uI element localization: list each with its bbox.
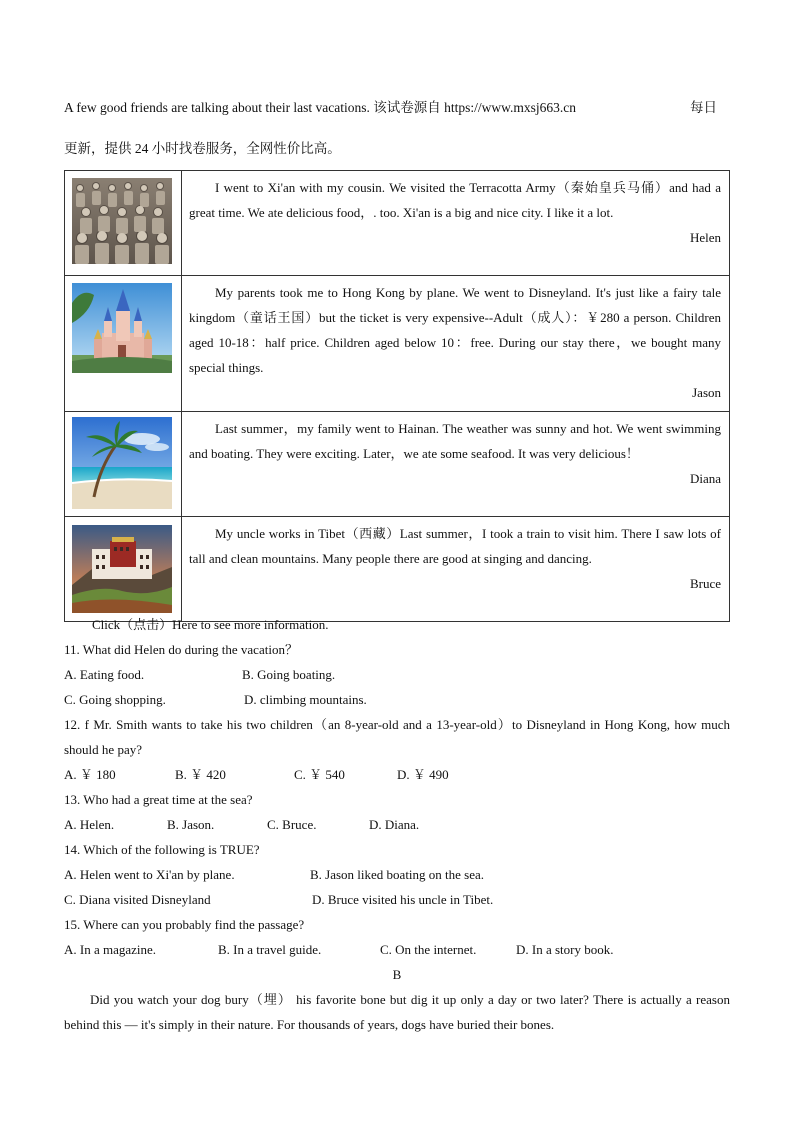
option-a[interactable]: A. ￥ 180 (64, 767, 116, 782)
disneyland-castle-photo (72, 283, 172, 373)
option-b[interactable]: B. Going boating. (242, 667, 336, 682)
question-12: 12. f Mr. Smith wants to take his two children（an 8-year-old and a 13-year-old）to Disneyland in Hong Kong, how much should he pay? (64, 717, 730, 757)
post-row-diana (65, 412, 730, 517)
question-12-options (64, 762, 730, 787)
post-text: I went to Xi'an with my cousin. We visited the Terracotta Army（秦始皇兵马俑）and had a great time. We ate delicious food，. too. Xi'an is a big and nice city. I like it a lot. (189, 180, 721, 220)
option-b[interactable]: B. ￥ 420 (175, 767, 226, 782)
option-d[interactable]: D. climbing mountains. (244, 692, 367, 707)
post-author: Jason (692, 385, 721, 400)
question-13-options (64, 812, 730, 837)
post-row-helen (65, 171, 730, 276)
terracotta-army-photo (72, 178, 172, 264)
option-c[interactable]: C. Bruce. (267, 817, 317, 832)
post-bruce (182, 517, 729, 602)
option-d[interactable]: D. Bruce visited his uncle in Tibet. (312, 892, 494, 907)
click-more-link[interactable]: Click（点击）Here to see more information. (92, 617, 329, 632)
post-author: Bruce (689, 576, 721, 591)
option-b[interactable]: B. In a travel guide. (218, 942, 322, 957)
post-text: My parents took me to Hong Kong by plane. We went to Disneyland. It's just like a fairy tale kingdom（童话王国）but the ticket is very expensive--Adult（成人）：￥280 a person. Children aged 10-18：half price. Children aged below 10：free. During our stay there，we bought many special things. (189, 285, 721, 375)
intro-text: A few good friends are talking about their last vacations. 该试卷源自 https://www.mxsj663.cn (64, 100, 577, 115)
questions-section (64, 612, 730, 1037)
post-author: Helen (689, 230, 721, 245)
post-helen (182, 171, 729, 256)
option-b[interactable]: B. Jason. (167, 817, 215, 832)
option-c[interactable]: C. Diana visited Disneyland (64, 892, 211, 907)
option-a[interactable]: A. Helen went to Xi'an by plane. (64, 867, 235, 882)
intro-text-right: 每日 (690, 100, 717, 115)
option-c[interactable]: C. On the internet. (380, 942, 477, 957)
question-11-options-row1 (64, 662, 730, 687)
question-13: 13. Who had a great time at the sea? (64, 792, 253, 807)
option-d[interactable]: D. Diana. (369, 817, 420, 832)
option-c[interactable]: C. ￥ 540 (294, 767, 345, 782)
post-jason (182, 276, 729, 411)
post-text: Last summer，my family went to Hainan. The weather was sunny and hot. We went swimming and boating. They were exciting. Later，we ate some seafood. It was very delicious！ (189, 421, 721, 461)
question-14-options-row2 (64, 887, 730, 912)
option-d[interactable]: D. ￥ 490 (397, 767, 449, 782)
option-a[interactable]: A. Eating food. (64, 667, 145, 682)
option-b[interactable]: B. Jason liked boating on the sea. (310, 867, 485, 882)
question-14-options-row1 (64, 862, 730, 887)
passage-b: Did you watch your dog bury（埋） his favorite bone but dig it up only a day or two later? There is actually a reason behind this — it's simply in their nature. For thousands of years, dogs have buried their bones. (64, 992, 730, 1032)
intro-line-2: 更新，提供 24 小时找卷服务，全网性价比高。 (64, 141, 341, 156)
option-d[interactable]: D. In a story book. (516, 942, 614, 957)
post-row-jason (65, 276, 730, 412)
potala-palace-photo (72, 525, 172, 613)
option-a[interactable]: A. In a magazine. (64, 942, 157, 957)
post-row-bruce (65, 517, 730, 622)
post-diana (182, 412, 729, 497)
intro-line-1 (64, 97, 717, 118)
section-b-heading: B (392, 967, 402, 982)
question-14: 14. Which of the following is TRUE? (64, 842, 260, 857)
post-text: My uncle works in Tibet（西藏）Last summer，I took a train to visit him. There I saw lots of tall and clean mountains. Many people there are good at singing and dancing. (189, 526, 721, 566)
question-11-options-row2 (64, 687, 730, 712)
option-c[interactable]: C. Going shopping. (64, 692, 166, 707)
question-15: 15. Where can you probably find the passage? (64, 917, 305, 932)
post-author: Diana (689, 471, 721, 486)
vacation-posts-table (64, 170, 730, 622)
option-a[interactable]: A. Helen. (64, 817, 115, 832)
question-15-options (64, 937, 730, 962)
question-11: 11. What did Helen do during the vacation？ (64, 642, 298, 657)
hainan-beach-photo (72, 417, 172, 509)
